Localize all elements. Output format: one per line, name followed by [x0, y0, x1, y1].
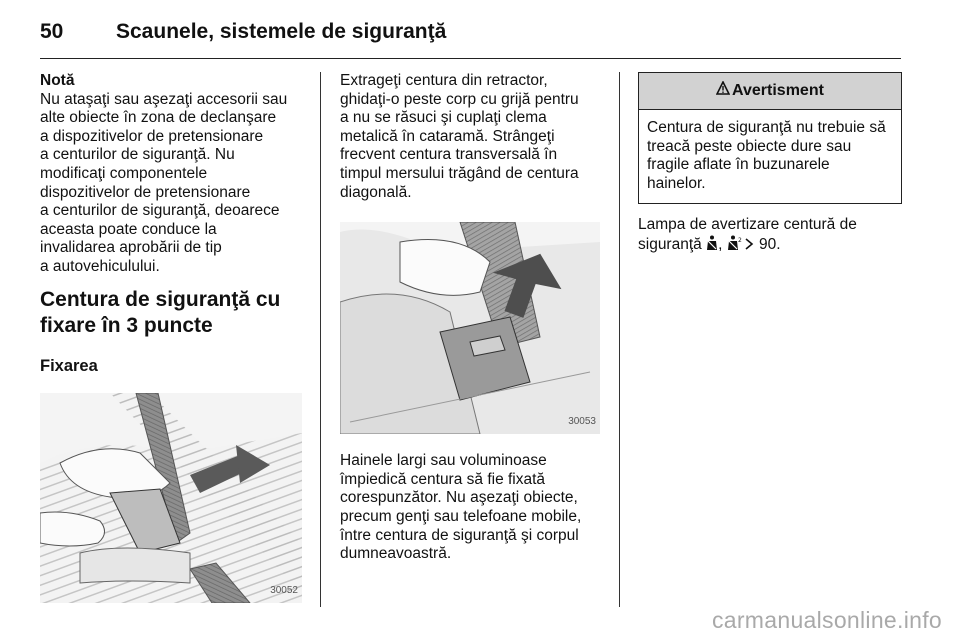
watermark: carmanualsonline.info	[711, 607, 942, 633]
paragraph-clothing-note: Hainele largi sau voluminoase împiedică centura să fie fixată corespunzător. Nu aşezaţi obiecte, precum genţi sau telefoane mobile, între centura de siguranţă şi corpul dumneavoastră.	[340, 452, 582, 563]
header-rule	[40, 58, 901, 59]
passenger-seatbelt-warning-icon	[727, 235, 743, 257]
note-label: Notă	[40, 72, 75, 89]
paragraph-fastening-instructions: Extrageţi centura din retractor, ghidaţi-o peste corp cu grijă pentru a nu se răsuci şi cuplaţi clema metalică în cataramă. Strângeţi frecvent centura transversală în timpul mersului trăgând de centura diagonală.	[340, 72, 579, 201]
seatbelt-fastening-drawing	[40, 393, 302, 603]
seatbelt-fastening-illustration	[40, 393, 302, 603]
warning-title: Avertisment	[732, 81, 824, 99]
column-right	[638, 72, 900, 257]
warning-text: Centura de siguranţă nu trebuie să treacă peste obiecte dure sau fragile aflate în buzunarele hainelor.	[647, 119, 886, 192]
page-reference-icon	[743, 237, 755, 257]
page-title: Scaunele, sistemele de siguranţă	[116, 20, 447, 43]
figure-code: 30052	[270, 584, 298, 596]
column-divider	[320, 72, 321, 607]
belt-buckle-drawing	[340, 222, 600, 434]
figure-code: 30053	[568, 415, 596, 427]
lamp-text: Lampa de avertizare centură de siguranţă	[638, 216, 857, 253]
lamp-separator: ,	[718, 235, 727, 253]
warning-header	[639, 73, 901, 110]
belt-buckle-illustration	[340, 222, 600, 434]
warning-triangle-icon	[716, 81, 730, 101]
column-middle	[340, 72, 602, 564]
section-heading: Centura de siguranţă cu fixare în 3 puncte	[40, 287, 281, 337]
column-left	[40, 72, 308, 603]
lamp-page-ref: 90.	[754, 235, 781, 253]
svg-text:2: 2	[737, 236, 742, 244]
page-header	[40, 12, 900, 52]
subsection-heading: Fixarea	[40, 356, 98, 375]
warning-box	[638, 72, 902, 204]
seatbelt-warning-icon	[706, 235, 718, 257]
lamp-reference	[638, 216, 900, 256]
page-number: 50	[40, 20, 64, 43]
column-divider	[619, 72, 620, 607]
note-text: Nu ataşaţi sau aşezaţi accesorii sau alte obiecte în zona de declanşare a dispozitivelor de pretensionare a centurilor de siguranţă. Nu modificaţi componentele dispozitivelor de pretensionare a centurilor de siguranţă, deoarece aceasta poate conduce la invalidarea aprobării de tip a autovehiculului.	[40, 90, 288, 275]
